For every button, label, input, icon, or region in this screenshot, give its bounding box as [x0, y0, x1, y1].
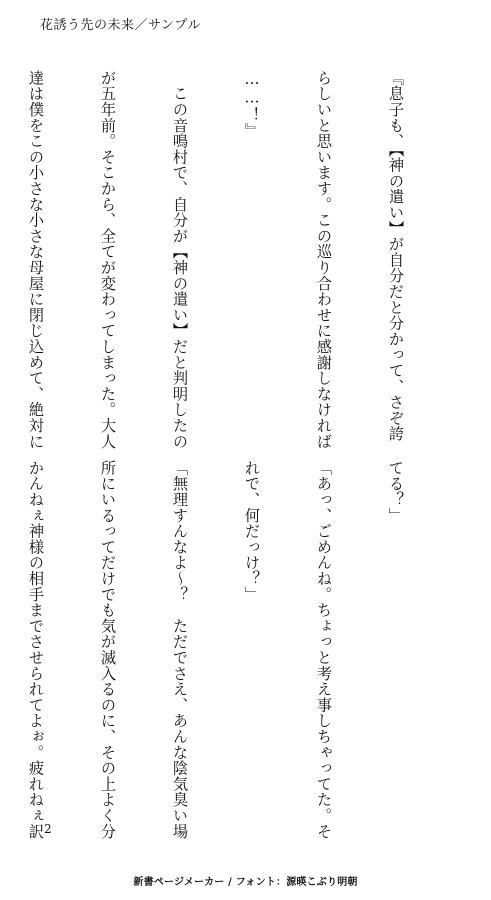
footer-credit: 新書ページメーカー / フォント：源暎こぶり明朝 — [133, 877, 358, 888]
upper-text-block — [27, 70, 456, 450]
text-line: かんねぇ神様の相手までさせられてよぉ。疲れねぇ訳 — [27, 460, 45, 840]
text-line: が五年前。そこから、全てが変わってしまった。大人 — [99, 70, 117, 450]
text-line: ……！』 — [243, 70, 261, 139]
text-line: れで、何だっけ？」 — [243, 460, 261, 603]
page-number: 2 — [44, 822, 52, 836]
text-line: てる？」 — [387, 460, 405, 524]
text-line: 達は僕をこの小さな小さな母屋に閉じ込めて、絶対に — [27, 70, 45, 450]
page-header-title: 花誘う先の未来／サンプル — [40, 18, 201, 33]
text-line: この音鳴村で、自分が【神の遣い】だと判明したの — [171, 70, 189, 450]
text-line: 「無理すんなよ～？ ただでさえ、あんな陰気臭い場 — [171, 460, 189, 840]
text-line: 「あっ、ごめんね。ちょっと考え事しちゃってた。そ — [315, 460, 333, 840]
lower-text-block — [27, 460, 456, 840]
text-line: 『息子も、【神の遣い】が自分だと分かって、さぞ誇 — [387, 70, 405, 442]
text-line: らしいと思います。この巡り合わせに感謝しなければ — [315, 70, 333, 450]
text-line: 所にいるってだけでも気が滅入るのに、その上よく分 — [99, 460, 117, 840]
